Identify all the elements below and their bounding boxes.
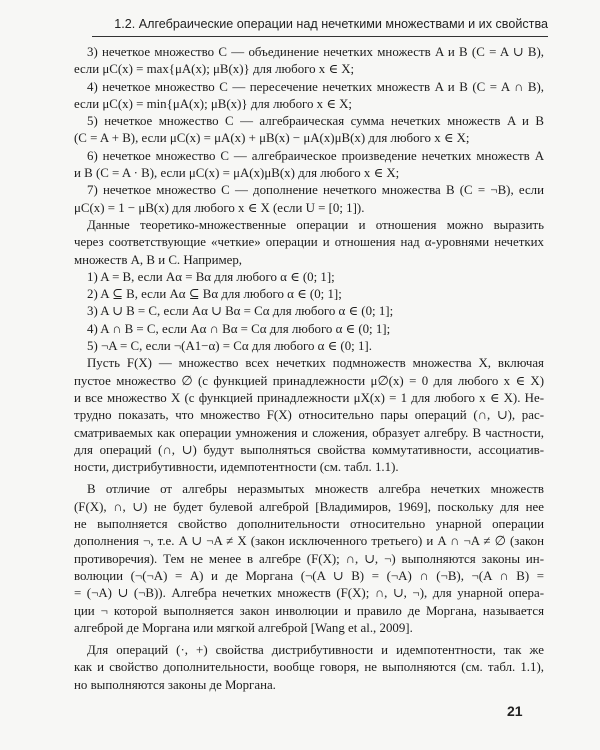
list-item: 3) A ∪ B = C, если Aα ∪ Bα = Cα для любого α ∈ (0; 1]; — [87, 304, 394, 319]
page-number: 21 — [507, 703, 523, 719]
text-line: 3) нечеткое множество C — объединение нечетких множеств A и B (C = A ∪ B), — [87, 45, 544, 59]
text-line: трудно показать, что множество F(X) относительно пары операций (∩, ∪), рас- — [74, 408, 544, 423]
text-line: 7) нечеткое множество C — дополнение нечеткого множества B (C = ¬B), если — [87, 183, 544, 198]
page-body — [74, 44, 544, 694]
text-line: волюции (¬(¬A) = A) и де Моргана (¬(A ∪ B) = (¬A) ∩ (¬B), ¬(A ∩ B) = — [74, 568, 544, 583]
text-line: μC(x) = 1 − μB(x) для любого x ∈ X (если U = [0; 1]). — [74, 200, 365, 215]
text-line: через соответствующие «четкие» операции и отношения над α-уровнями нечетких — [74, 235, 544, 250]
list-item: 2) A ⊆ B, если Aα ⊆ Bα для любого α ∈ (0; 1]; — [87, 287, 342, 302]
text-line: ности, дистрибутивности, идемпотентности (см. табл. 1.1). — [74, 460, 399, 475]
text-line: сматриваемых как операции умножения и сложения, образует алгебру. В частности, — [74, 425, 544, 440]
text-line: и B (C = A · B), если μC(x) = μA(x)μB(x) для любого x ∈ X; — [74, 166, 400, 181]
list-item: 1) A = B, если Aα = Bα для любого α ∈ (0; 1]; — [87, 269, 335, 284]
text-line: как и свойство дополнительности, вообще говоря, не выполняются (см. табл. 1.1), — [74, 660, 544, 675]
text-line: В отличие от алгебры неразмытых множеств алгебра нечетких множеств — [87, 482, 544, 497]
text-line: Данные теоретико-множественные операции и отношения можно выразить — [87, 217, 544, 232]
text-line: но выполняются законы де Моргана. — [74, 677, 276, 692]
text-line: и все множество X (с функцией принадлежности μX(x) = 1 для любого x ∈ X). Не- — [74, 390, 544, 405]
list-item: 5) ¬A = C, если ¬(A1−α) = Cα для любого α ∈ (0; 1]. — [87, 339, 372, 354]
header-rule — [92, 36, 548, 37]
text-line: (F(X), ∩, ∪) не будет булевой алгеброй [Владимиров, 1969], поскольку для нее — [74, 499, 544, 514]
text-line: если μC(x) = min{μA(x); μB(x)} для любого x ∈ X; — [74, 96, 352, 111]
text-line: если μC(x) = max{μA(x); μB(x)} для любого x ∈ X; — [74, 62, 355, 77]
text-line: пустое множество ∅ (с функцией принадлежности μ∅(x) = 0 для любого x ∈ X) — [74, 373, 544, 388]
running-header: 1.2. Алгебраические операции над нечеткими множествами и их свойства — [114, 17, 548, 31]
text-line: Для операций (·, +) свойства дистрибутивности и идемпотентности, так же — [87, 643, 544, 658]
text-line: дополнения ¬, т.е. A ∪ ¬A ≠ X (закон исключенного третьего) и A ∩ ¬A ≠ ∅ (закон — [74, 534, 544, 549]
list-item: 4) A ∩ B = C, если Aα ∩ Bα = Cα для любого α ∈ (0; 1]; — [87, 321, 391, 336]
text-line: множеств A, B и C. Например, — [74, 252, 243, 267]
text-line: противоречия). Тем не менее в алгебре (F(X); ∩, ∪, ¬) выполняются законы ин- — [74, 551, 544, 566]
text-line: не выполняется свойство дополнительности относительно унарной операции — [74, 517, 544, 532]
text-line: алгеброй де Моргана или мягкой алгеброй [Wang et al., 2009]. — [74, 620, 413, 635]
text-line: Пусть F(X) — множество всех нечетких подмножеств множества X, включая — [87, 356, 544, 371]
text-line: = (¬A) ∪ (¬B)). Алгебра нечетких множеств (F(X); ∩, ∪, ¬), для унарной опера- — [74, 586, 544, 601]
text-line: (C = A + B), если μC(x) = μA(x) + μB(x) − μA(x)μB(x) для любого x ∈ X; — [74, 131, 470, 146]
text-line: для операций (∩, ∪) будут выполняться свойства коммутативности, ассоциатив- — [74, 442, 544, 457]
text-line: 4) нечеткое множество C — пересечение нечетких множеств A и B (C = A ∩ B), — [87, 79, 544, 94]
text-line: 5) нечеткое множество C — алгебраическая сумма нечетких множеств A и B — [87, 114, 544, 129]
text-line: 6) нечеткое множество C — алгебраическое произведение нечетких множеств A — [87, 148, 544, 163]
text-line: ции ¬ которой выполняется закон инволюции и правило де Моргана, называется — [74, 603, 544, 618]
